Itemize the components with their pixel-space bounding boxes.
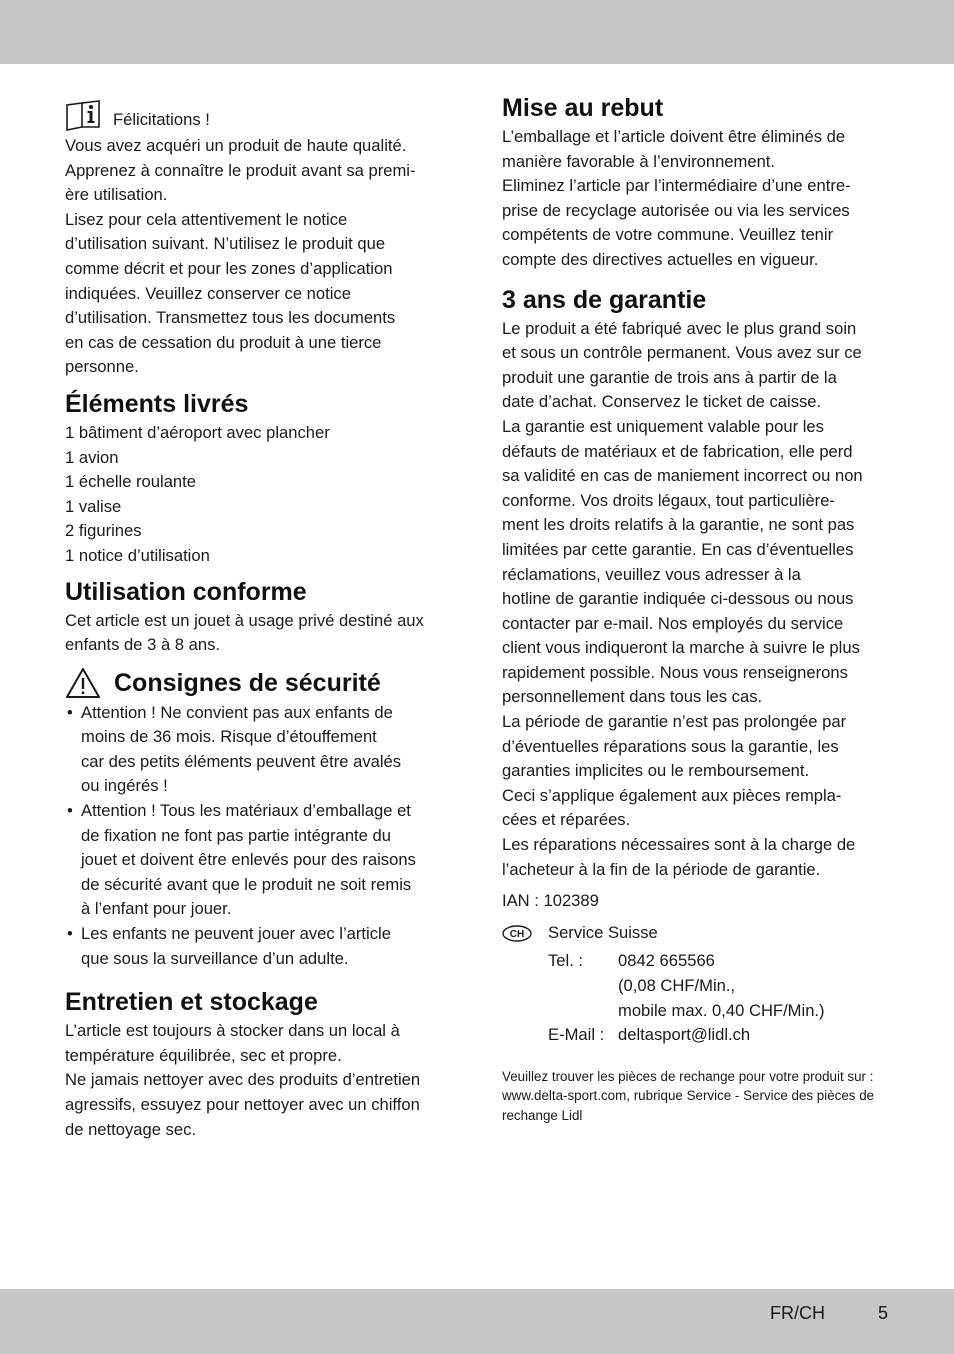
disposal-text: L’emballage et l’article doivent être éliminés de manière favorable à l’environnement. Eliminez l’article par l’intermédiaire d’une entre- prise de recyclage autorisée ou via les services compétents de votre commune. Veuillez tenir compte des directives actuelles en vigueur. [502,127,851,269]
safety-title: Consignes de sécurité [114,668,381,697]
disposal-title: Mise au rebut [502,94,664,122]
price-line-2: mobile max. 0,40 CHF/Min.) [618,1000,825,1020]
left-column [65,92,457,1142]
list-item: 1 notice d’utilisation [65,545,210,565]
intro-heading [65,96,457,132]
header-band [0,0,954,64]
ian-number: IAN : 102389 [502,891,599,911]
list-item: 1 échelle roulante [65,472,196,492]
warranty-text: Le produit a été fabriqué avec le plus grand soin et sous un contrôle permanent. Vous avez sur ce produit une garantie de trois ans à partir de la date d’achat. Conservez le ticket de caisse. La garantie est uniquement valable pour les défauts de matériaux et de fabrication, elle perd sa validité en cas de maniement incorrect ou non conforme. Vos droits légaux, tout particulière- ment les droits relatifs à la garantie, ne sont pas limitées par cette garantie. En cas d’éventuelles réclamations, veuillez vous adresser à la hotline de garantie indiquée ci-dessous ou nous contacter par e-mail. Nos employés du service client vous indiqueront la marche à suivre le plus rapidement possible. Nous vous renseignerons personnellement dans tous les cas. La période de garantie n’est pas prolongée par d’éventuelles réparations sous la garantie, les garanties implicites ou le remboursement. Ceci s’applique également aux pièces rempla- cées et réparées. Les réparations nécessaires sont à la charge de l’acheteur à la fin de la période de garantie. [502,318,863,879]
contents-title: Éléments livrés [65,389,249,418]
intro-title: Félicitations ! [113,110,210,129]
list-item: • Attention ! Ne convient pas aux enfants de moins de 36 mois. Risque d’étouffement car des petits éléments peuvent être avalés ou ingérés ! [67,702,402,796]
warranty-title: 3 ans de garantie [502,285,707,314]
warning-triangle-icon [65,667,101,699]
list-item: 1 bâtiment d’aéroport avec plancher [65,422,330,442]
list-item: 1 avion [65,447,119,467]
safety-list [65,701,457,972]
list-item: 1 valise [65,496,122,516]
list-item: 2 figurines [65,521,142,541]
contents-list [65,421,457,569]
service-name: Service Suisse [548,922,658,942]
footer-locale: FR/CH [770,1303,825,1323]
email-address: deltasport@lidl.ch [618,1025,751,1045]
price-line-1: (0,08 CHF/Min., [618,976,736,995]
care-text: L’article est toujours à stocker dans un local à température équilibrée, sec et propre. Ne jamais nettoyer avec des produits d’entretien agressifs, essuyez pour nettoyer avec un chiffon de nettoyage sec. [65,1021,421,1139]
intended-use-text: Cet article est un jouet à usage privé destiné aux enfants de 3 à 8 ans. [65,610,424,655]
tel-label: Tel. : [548,951,584,971]
list-item: • Attention ! Tous les matériaux d’emballage et de fixation ne font pas partie intégrante du jouet et doivent être enlevés pour des raisons de sécurité avant que le produit ne soit remis à l’enfant pour jouer. [67,801,416,919]
page-number: 5 [878,1303,889,1323]
tel-number: 0842 665566 [618,951,715,971]
intended-use-title: Utilisation conforme [65,577,307,606]
ch-badge-label: CH [509,929,525,941]
info-manual-icon [65,100,101,132]
intro-text: Vous avez acquéri un produit de haute qualité. Apprenez à connaître le produit avant sa premi- ère utilisation. Lisez pour cela attentivement le notice d’utilisation suivant. N’utilisez le produit que comme décrit et pour les zones d’application indiquées. Veuillez conserver ce notice d’utilisation. Transmettez tous les documents en cas de cessation du produit à une tierce personne. [65,136,416,377]
list-item: • Les enfants ne peuvent jouer avec l’article que sous la surveillance d’un adulte. [67,924,391,968]
safety-heading [65,667,457,699]
spare-parts-note: Veuillez trouver les pièces de rechange pour votre produit sur : www.delta-sport.com, rubrique Service - Service des pièces de rechange Lidl [502,1068,875,1123]
ch-badge [502,921,548,950]
right-column [502,92,894,1126]
email-label: E-Mail : [548,1025,605,1045]
switzerland-badge-icon [502,925,532,942]
service-block [502,921,894,1048]
care-title: Entretien et stockage [65,988,318,1017]
